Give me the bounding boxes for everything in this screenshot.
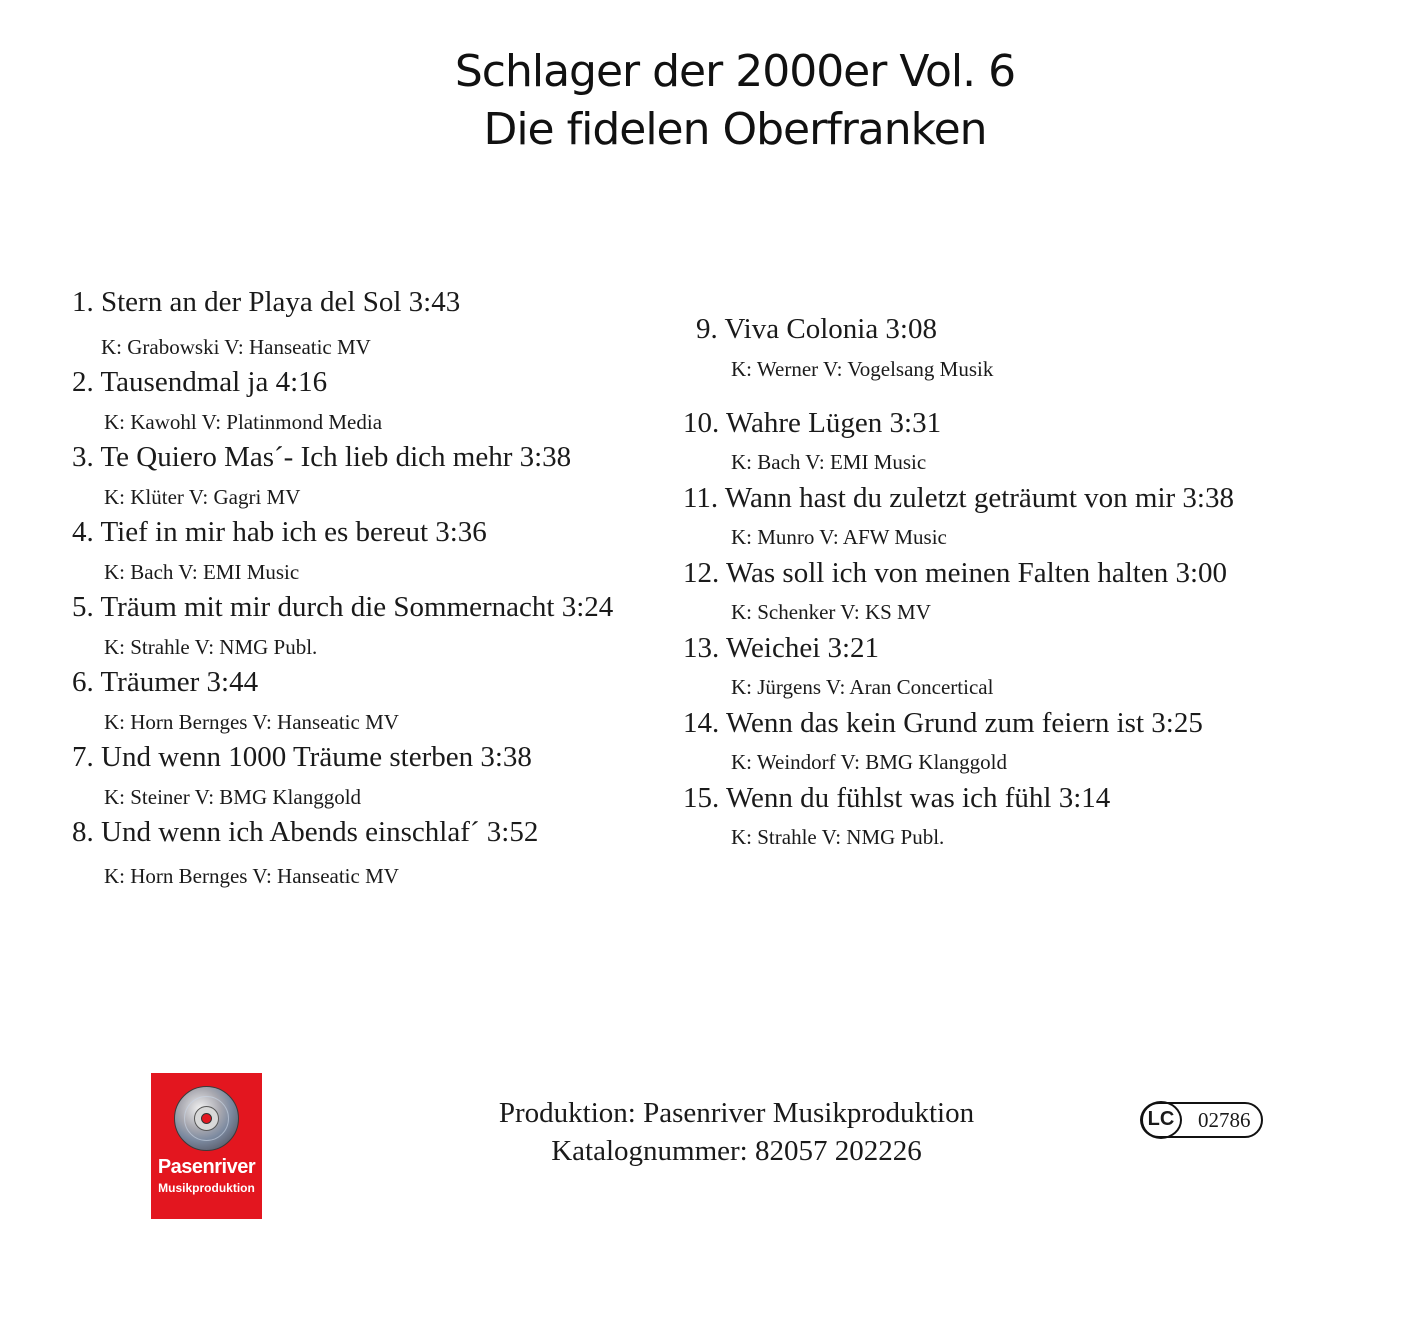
track-credit: K: Horn Bernges V: Hanseatic MV	[104, 864, 399, 888]
lc-logo-icon: LC	[1140, 1101, 1182, 1139]
track-credit: K: Horn Bernges V: Hanseatic MV	[104, 710, 399, 734]
track-credit: K: Bach V: EMI Music	[731, 450, 927, 474]
catalog-number: Katalognummer: 82057 202226	[551, 1135, 922, 1167]
track-title: 12. Was soll ich von meinen Falten halten 3:00	[683, 557, 1228, 589]
production-credit: Produktion: Pasenriver Musikproduktion	[498, 1097, 975, 1129]
label-code-badge	[1141, 1102, 1263, 1138]
track-credit: K: Klüter V: Gagri MV	[104, 485, 301, 509]
album-title: Schlager der 2000er Vol. 6	[454, 46, 1016, 97]
track-title: 2. Tausendmal ja 4:16	[72, 366, 328, 398]
track-credit: K: Werner V: Vogelsang Musik	[731, 357, 994, 381]
track-credit: K: Weindorf V: BMG Klanggold	[731, 750, 1007, 774]
track-title: 6. Träumer 3:44	[72, 666, 259, 698]
track-title: 14. Wenn das kein Grund zum feiern ist 3:25	[683, 707, 1203, 739]
track-credit: K: Munro V: AFW Music	[731, 525, 947, 549]
track-credit: K: Steiner V: BMG Klanggold	[104, 785, 362, 809]
track-credit: K: Jürgens V: Aran Concertical	[731, 675, 994, 699]
track-credit: K: Grabowski V: Hanseatic MV	[101, 335, 371, 359]
logo-name: Pasenriver	[157, 1156, 256, 1178]
track-title: 9. Viva Colonia 3:08	[696, 313, 937, 345]
track-credit: K: Kawohl V: Platinmond Media	[104, 410, 383, 434]
track-credit: K: Schenker V: KS MV	[731, 600, 931, 624]
track-title: 8. Und wenn ich Abends einschlaf´ 3:52	[72, 816, 539, 848]
track-title: 4. Tief in mir hab ich es bereut 3:36	[72, 516, 487, 548]
track-title: 1. Stern an der Playa del Sol 3:43	[72, 286, 461, 318]
track-title: 3. Te Quiero Mas´- Ich lieb dich mehr 3:38	[72, 441, 572, 473]
logo-subtitle: Musikproduktion	[158, 1181, 255, 1195]
track-title: 13. Weichei 3:21	[683, 632, 880, 664]
label-code-number: 02786	[1198, 1108, 1251, 1132]
track-title: 5. Träum mit mir durch die Sommernacht 3:24	[72, 591, 614, 623]
track-credit: K: Strahle V: NMG Publ.	[104, 635, 318, 659]
track-title: 11. Wann hast du zuletzt geträumt von mir 3:38	[683, 482, 1234, 514]
track-title: 10. Wahre Lügen 3:31	[683, 407, 942, 439]
track-title: 7. Und wenn 1000 Träume sterben 3:38	[72, 741, 532, 773]
artist-name: Die fidelen Oberfranken	[483, 104, 987, 155]
track-credit: K: Bach V: EMI Music	[104, 560, 300, 584]
track-title: 15. Wenn du fühlst was ich fühl 3:14	[683, 782, 1111, 814]
track-credit: K: Strahle V: NMG Publ.	[731, 825, 945, 849]
